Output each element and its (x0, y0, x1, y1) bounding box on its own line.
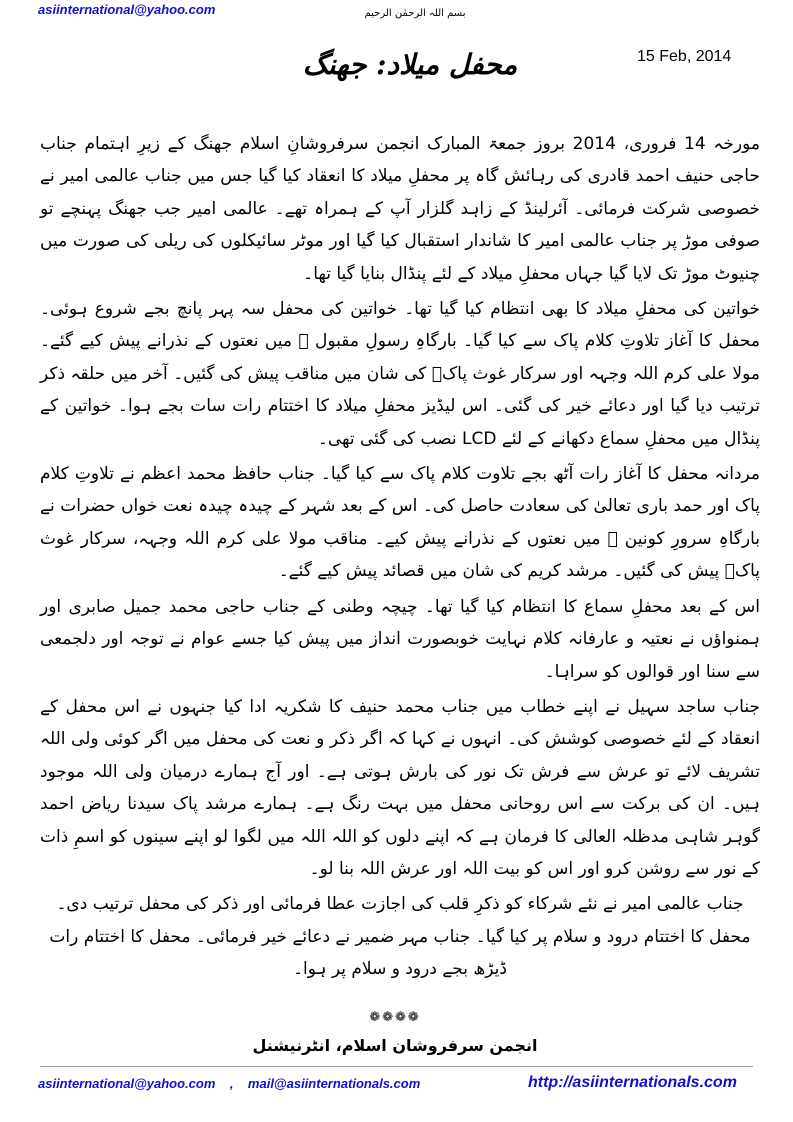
website-link[interactable]: http://asiinternationals.com (528, 1074, 737, 1091)
organization-name: انجمن سرفروشان اسلام، انٹرنیشنل (252, 1036, 538, 1055)
article-body (40, 128, 760, 986)
paragraph-1: مورخہ 14 فروری، 2014 بروز جمعۃ المبارک انجمن سرفروشانِ اسلام جھنگ کے زیرِ اہتمام جناب حاجی حنیف احمد قادری کی رہائش گاہ پر محفلِ میلاد کا انعقاد کیا گیا جس میں جناب عالمی امیر نے خصوصی شرکت فرمائی۔ آئرلینڈ کے زاہد گلزار آپ کے ہمراہ تھے۔ عالمی امیر جب جھنگ پہنچے تو صوفی موڑ پر جناب عالمی امیر کا شاندار استقبال کیا گیا اور موٹر سائیکلوں کی ریلی کی صورت میں چنیوٹ موڑ تک لایا گیا جہاں محفلِ میلاد کے لئے پنڈال بنایا گیا تھا۔ (40, 134, 760, 284)
paragraph-2: خواتین کی محفلِ میلاد کا بھی انتظام کیا گیا تھا۔ خواتین کی محفل سہ پہر پانچ بجے شروع ہوئی۔ محفل کا آغاز تلاوتِ کلام پاک سے کیا گیا۔ بارگاہِ رسولِ مقبول ﷺ میں نعتوں کے نذرانے پیش کیے گئے۔ مولا علی کرم اللہ وجہہ اور سرکار غوث پاکؓ کی شان میں مناقب پیش کی گئیں۔ آخر میں حلقہ ذکر ترتیب دیا گیا اور دعائے خیر کی گئی۔ اس لیڈیز محفلِ میلاد کا اختتام رات سات بجے ہوا۔ خواتین کے پنڈال میں محفلِ سماع دکھانے کے لئے LCD نصب کی گئی تھی۔ (40, 299, 760, 449)
footer-emails (38, 1076, 420, 1091)
footer-divider (40, 1066, 753, 1067)
header-email-link[interactable]: asiinternational@yahoo.com (38, 2, 216, 17)
paragraph-4: اس کے بعد محفلِ سماع کا انتظام کیا گیا تھا۔ چیچہ وطنی کے جناب حاجی محمد جمیل صابری اور ہمنواؤں نے نعتیہ و عارفانہ کلام نہایت خوبصورت انداز میں پیش کیا جسے عوام نے توجہ اور دلجمعی سے سنا اور قوالوں کو سراہا۔ (40, 596, 760, 682)
report-date: 15 Feb, 2014 (637, 48, 732, 65)
bismillah-text: بسم اللہ الرحمٰن الرحیم (364, 8, 466, 19)
footer-email-link-1[interactable]: asiinternational@yahoo.com (38, 1076, 216, 1091)
paragraph-3: مردانہ محفل کا آغاز رات آٹھ بجے تلاوت کلام پاک سے کیا گیا۔ جناب حافظ محمد اعظم نے تلاوتِ کلام پاک اور حمد باری تعالیٰ کی سعادت حاصل کی۔ اس کے بعد شہر کے چیدہ چیدہ نعت خواں حضرات نے بارگاہِ سرورِ کونین ﷺ میں نعتوں کے نذرانے پیش کیے۔ مناقب مولا علی کرم اللہ وجہہ، سرکار غوث پاکؓ پیش کی گئیں۔ مرشد کریم کی شان میں قصائد پیش کیے گئے۔ (40, 464, 760, 582)
footer-email-link-2[interactable]: mail@asiinternationals.com (247, 1076, 421, 1091)
paragraph-6: جناب عالمی امیر نے نئے شرکاء کو ذکرِ قلب کی اجازت عطا فرمائی اور ذکر کی محفل ترتیب دی۔ محفل کا اختتام درود و سلام پر کیا گیا۔ جناب مہر ضمیر نے دعائے خیر فرمائی۔ محفل کا اختتام رات ڈیڑھ بجے درود و سلام پر ہوا۔ (49, 894, 751, 980)
footer-separator: , (229, 1076, 234, 1091)
paragraph-5: جناب ساجد سہیل نے اپنے خطاب میں جناب محمد حنیف کا شکریہ ادا کیا جنہوں نے اس محفل کے انعقاد کے لئے خصوصی کوشش کی۔ انہوں نے کہا کہ اگر ذکر و نعت کی محفل میں اگر کوئی ولی اللہ تشریف لائے تو عرش سے فرش تک نور کی بارش ہوتی ہے۔ اور آج ہمارے درمیان ولی اللہ موجود ہیں۔ ان کی برکت سے اس روحانی محفل میں بہت رنگ ہے۔ ہمارے مرشد پاک سیدنا ریاض احمد گوہر شاہی مدظلہ العالی کا فرمان ہے کہ اپنے دلوں کو اللہ اللہ میں لگوا لو اپنے سینوں کو اسمِ ذات کے نور سے روشن کرو اور اس کو بیت اللہ اور عرش اللہ بنا لو۔ (40, 696, 760, 879)
page-title: محفل میلاد: جھنگ (302, 48, 518, 81)
flower-ornaments-icon: ❁❁❁❁ (369, 1010, 421, 1025)
